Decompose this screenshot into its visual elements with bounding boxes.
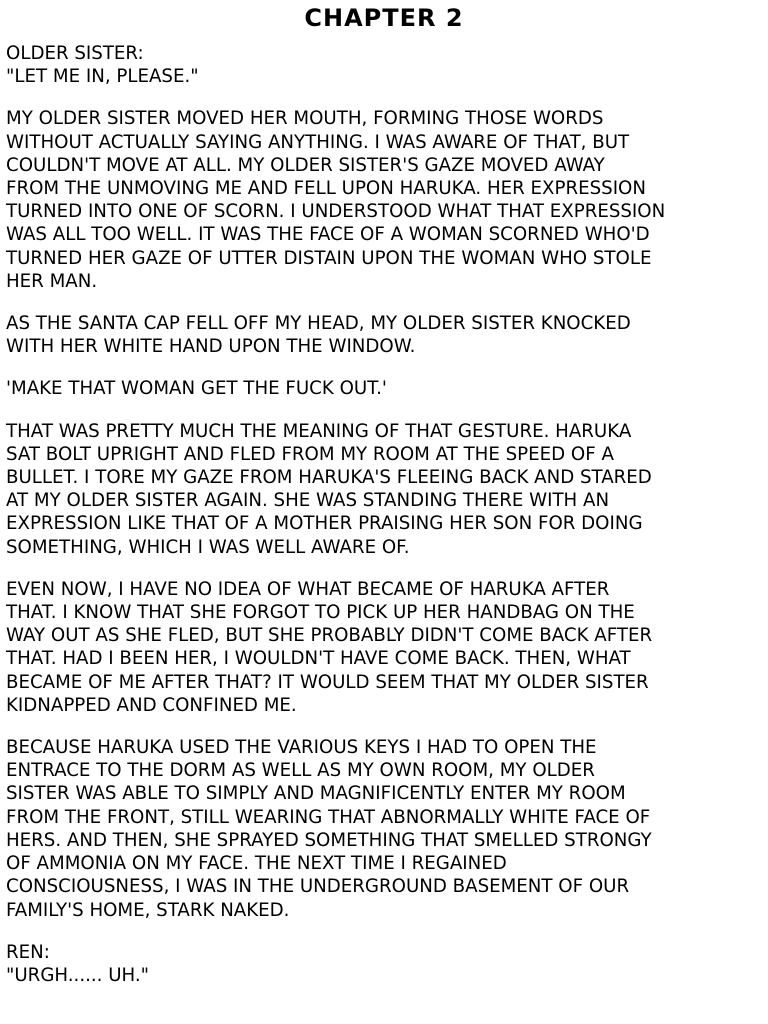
- text-line: FROM THE FRONT, STILL WEARING THAT ABNORMALLY WHITE FACE OF: [6, 806, 651, 828]
- paragraph-3: [6, 377, 762, 400]
- text-line: SISTER WAS ABLE TO SIMPLY AND MAGNIFICENTLY ENTER MY ROOM: [6, 783, 626, 805]
- text-line: HERS. AND THEN, SHE SPRAYED SOMETHING THAT SMELLED STRONGY: [6, 829, 652, 851]
- dialogue-ren: [6, 941, 762, 987]
- text-line: WITH HER WHITE HAND UPON THE WINDOW.: [6, 336, 416, 358]
- text-line: FAMILY'S HOME, STARK NAKED.: [6, 899, 290, 921]
- text-body: [6, 42, 762, 987]
- speaker-name: OLDER SISTER:: [6, 43, 144, 64]
- text-line: HER MAN.: [6, 270, 98, 292]
- text-line: WITHOUT ACTUALLY SAYING ANYTHING. I WAS AWARE OF THAT, BUT: [6, 131, 630, 153]
- text-line: CONSCIOUSNESS, I WAS IN THE UNDERGROUND BASEMENT OF OUR: [6, 876, 630, 898]
- text-line: ENTRACE TO THE DORM AS WELL AS MY OWN ROOM, MY OLDER: [6, 760, 595, 782]
- text-line: BECAME OF ME AFTER THAT? IT WOULD SEEM THAT MY OLDER SISTER: [6, 671, 649, 693]
- paragraph-1: [6, 107, 762, 293]
- text-line: OF AMMONIA ON MY FACE. THE NEXT TIME I REGAINED: [6, 853, 507, 875]
- text-line: WAY OUT AS SHE FLED, BUT SHE PROBABLY DIDN'T COME BACK AFTER: [6, 625, 653, 647]
- paragraph-4: [6, 420, 762, 559]
- text-line: SOMETHING, WHICH I WAS WELL AWARE OF.: [6, 536, 410, 558]
- text-line: THAT. I KNOW THAT SHE FORGOT TO PICK UP HER HANDBAG ON THE: [6, 602, 635, 624]
- text-line: THAT WAS PRETTY MUCH THE MEANING OF THAT GESTURE. HARUKA: [6, 420, 632, 442]
- text-line: 'MAKE THAT WOMAN GET THE FUCK OUT.': [6, 378, 387, 400]
- dialogue-older-sister: [6, 42, 762, 88]
- text-line: KIDNAPPED AND CONFINED ME.: [6, 694, 297, 716]
- text-line: FROM THE UNMOVING ME AND FELL UPON HARUKA. HER EXPRESSION: [6, 178, 646, 200]
- text-line: MY OLDER SISTER MOVED HER MOUTH, FORMING THOSE WORDS: [6, 108, 604, 130]
- text-line: AS THE SANTA CAP FELL OFF MY HEAD, MY OLDER SISTER KNOCKED: [6, 313, 631, 335]
- spoken-line: "URGH...... UH.": [6, 964, 150, 986]
- text-line: THAT. HAD I BEEN HER, I WOULDN'T HAVE COME BACK. THEN, WHAT: [6, 648, 631, 670]
- text-line: TURNED HER GAZE OF UTTER DISTAIN UPON THE WOMAN WHO STOLE: [6, 247, 652, 269]
- paragraph-6: [6, 736, 762, 922]
- text-line: SAT BOLT UPRIGHT AND FLED FROM MY ROOM AT THE SPEED OF A: [6, 443, 614, 465]
- text-line: WAS ALL TOO WELL. IT WAS THE FACE OF A WOMAN SCORNED WHO'D: [6, 224, 650, 246]
- text-line: BULLET. I TORE MY GAZE FROM HARUKA'S FLEEING BACK AND STARED: [6, 467, 652, 489]
- text-line: EVEN NOW, I HAVE NO IDEA OF WHAT BECAME OF HARUKA AFTER: [6, 578, 610, 600]
- paragraph-5: [6, 578, 762, 717]
- text-line: TURNED INTO ONE OF SCORN. I UNDERSTOOD WHAT THAT EXPRESSION: [6, 201, 666, 223]
- text-line: BECAUSE HARUKA USED THE VARIOUS KEYS I HAD TO OPEN THE: [6, 737, 597, 759]
- text-line: AT MY OLDER SISTER AGAIN. SHE WAS STANDING THERE WITH AN: [6, 490, 610, 512]
- text-line: COULDN'T MOVE AT ALL. MY OLDER SISTER'S GAZE MOVED AWAY: [6, 154, 605, 176]
- spoken-line: "LET ME IN, PLEASE.": [6, 66, 199, 88]
- chapter-title: CHAPTER 2: [304, 4, 464, 32]
- speaker-name: REN:: [6, 941, 50, 963]
- text-line: EXPRESSION LIKE THAT OF A MOTHER PRAISING HER SON FOR DOING: [6, 513, 643, 535]
- paragraph-2: [6, 312, 762, 358]
